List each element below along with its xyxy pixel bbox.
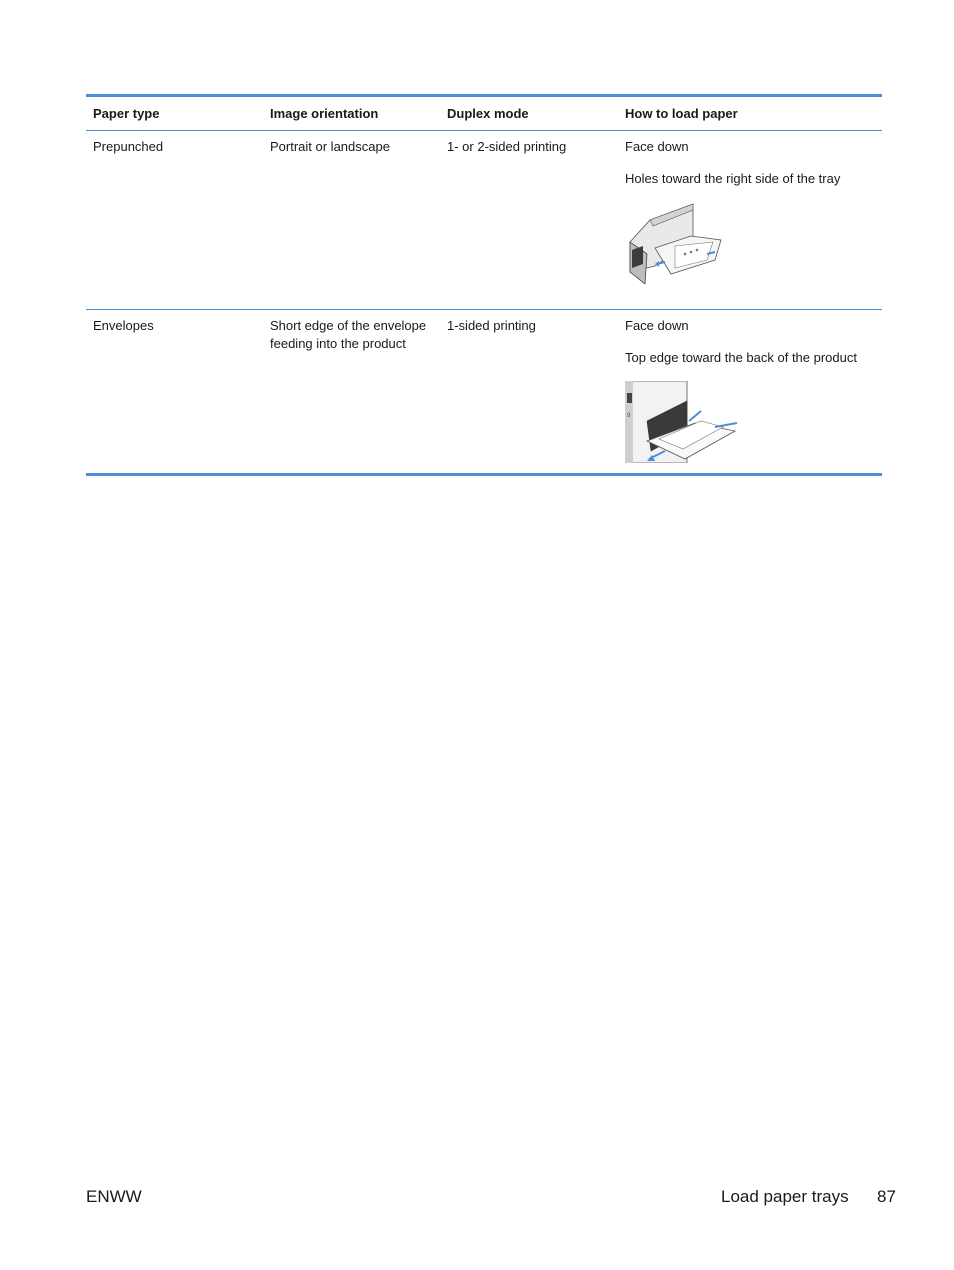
load-instruction-1: Face down bbox=[625, 318, 689, 333]
cell-paper-type: Envelopes bbox=[93, 318, 154, 333]
footer-section-title: Load paper trays bbox=[721, 1187, 849, 1206]
cell-how-to-load bbox=[618, 131, 882, 284]
footer-page-number: 87 bbox=[877, 1187, 896, 1206]
cell-orientation: Portrait or landscape bbox=[270, 139, 390, 154]
svg-text:9: 9 bbox=[627, 413, 631, 419]
cell-duplex: 1-sided printing bbox=[447, 318, 536, 333]
cell-how-to-load bbox=[618, 310, 882, 463]
printer-tray-envelope-illustration bbox=[625, 381, 749, 463]
cell-duplex: 1- or 2-sided printing bbox=[447, 139, 567, 154]
cell-paper-type: Prepunched bbox=[93, 139, 164, 154]
printer-tray-prepunched-illustration bbox=[625, 202, 725, 284]
load-instruction-1: Face down bbox=[625, 139, 689, 154]
header-duplex-mode: Duplex mode bbox=[447, 106, 529, 121]
table-header-row bbox=[86, 97, 882, 131]
table-bottom-rule bbox=[86, 473, 882, 476]
table-row bbox=[86, 131, 882, 310]
table-row bbox=[86, 310, 882, 473]
load-instruction-2: Top edge toward the back of the product bbox=[625, 350, 857, 365]
paper-table bbox=[86, 94, 882, 476]
header-paper-type: Paper type bbox=[93, 106, 160, 121]
cell-orientation: Short edge of the envelope feeding into the product bbox=[270, 318, 427, 351]
header-image-orientation: Image orientation bbox=[270, 106, 379, 121]
footer-enww: ENWW bbox=[86, 1187, 142, 1206]
header-how-to-load: How to load paper bbox=[625, 106, 738, 121]
load-instruction-2: Holes toward the right side of the tray bbox=[625, 171, 841, 186]
